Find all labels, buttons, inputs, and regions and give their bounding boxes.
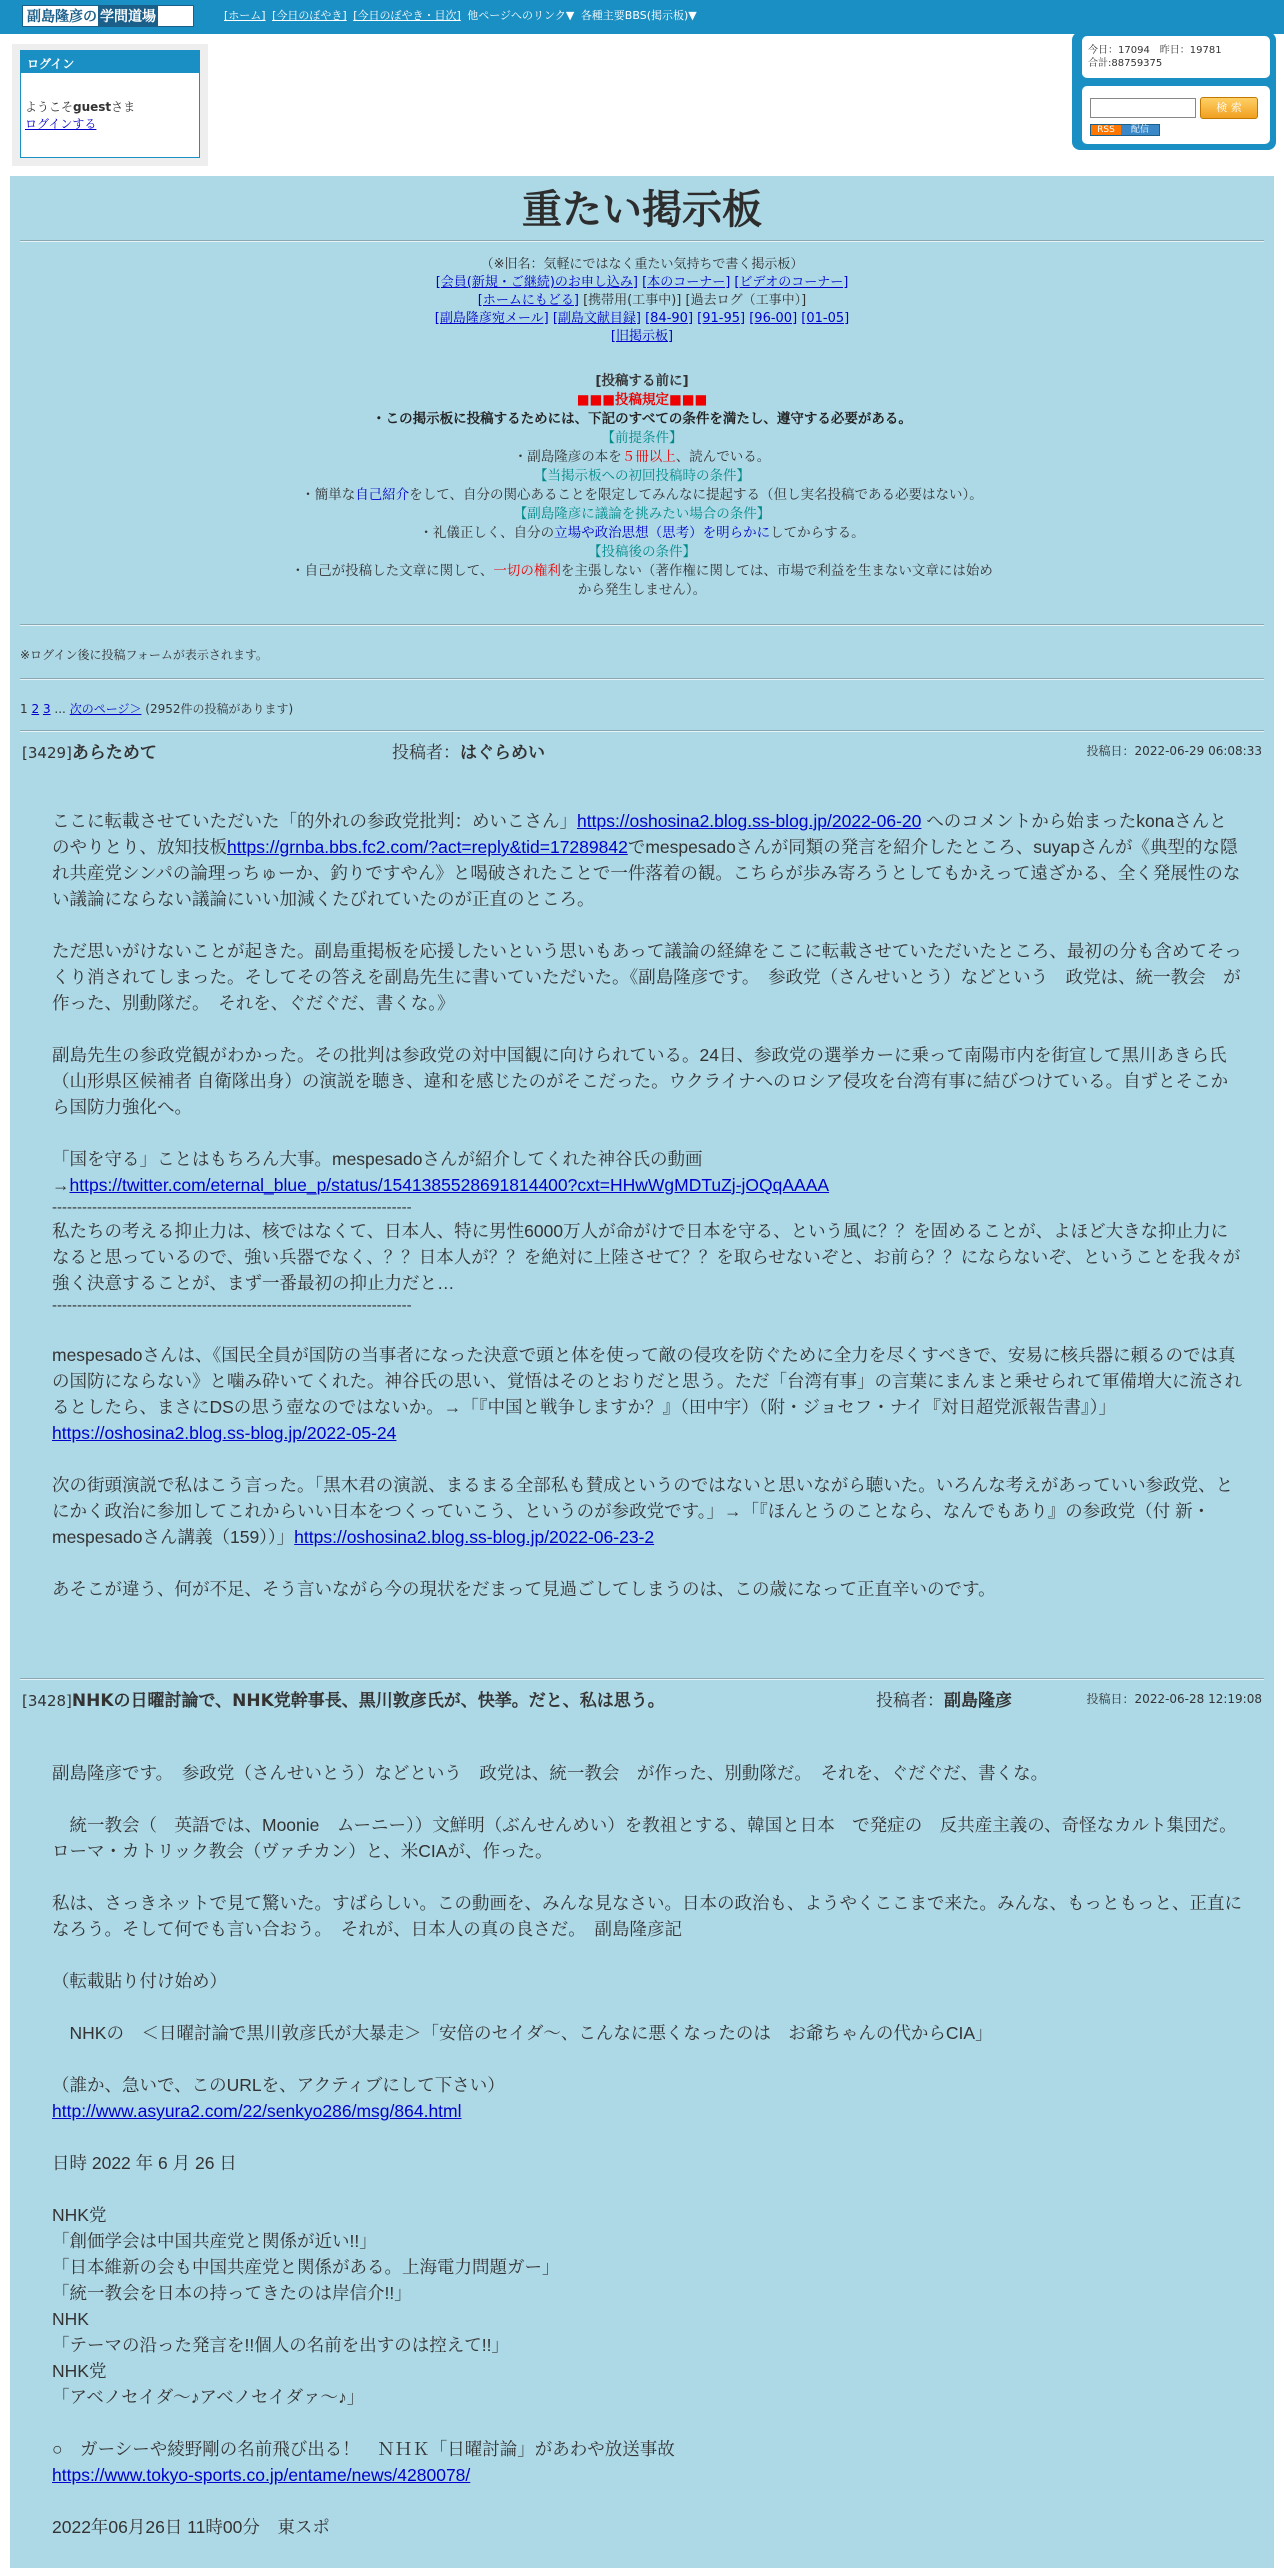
rules-cond4: ・自己が投稿した文章に関して、一切の権利を主張しない（著作権に関しては、市場で利益を生まない文章には始め — [291, 563, 993, 579]
pager: 1 2 3 ... 次のページ＞ (2952件の投稿があります) — [20, 702, 294, 716]
page-2-link[interactable]: 2 — [31, 702, 40, 716]
board-main — [10, 176, 1274, 2568]
link-old-board[interactable]: [旧掲示板] — [610, 329, 674, 344]
rules-cond4-cont: から発生しません）。 — [577, 582, 707, 598]
post-date: 投稿日：2022-06-29 06:08:33 — [1086, 744, 1262, 758]
post-link[interactable]: https://grnba.bbs.fc2.com/?act=reply&tid=17289842 — [227, 837, 628, 857]
link-84-90[interactable]: [84-90] — [645, 311, 694, 326]
login-box — [20, 50, 200, 158]
post-link[interactable]: https://twitter.com/eternal_blue_p/status/1541385528691814400?cxt=HHwWgMDTuZj-jOQqAAAA — [69, 1175, 830, 1195]
rss-label: 配信 — [1121, 125, 1159, 135]
nav-home-link[interactable]: [ホーム] — [224, 9, 266, 22]
post-date: 投稿日：2022-06-28 12:19:08 — [1086, 1692, 1262, 1706]
post-link[interactable]: https://www.tokyo-sports.co.jp/entame/news/4280078/ — [52, 2465, 471, 2485]
logo-text: 副島隆彦の — [27, 9, 97, 25]
rules-cond4-title: 【投稿後の条件】 — [588, 544, 696, 560]
divider — [20, 1678, 1264, 1680]
login-notice: ※ログイン後に投稿フォームが表示されます。 — [20, 648, 268, 662]
link-videos[interactable]: [ビデオのコーナー] — [734, 275, 849, 290]
divider — [20, 678, 1264, 680]
divider — [20, 624, 1264, 626]
top-nav — [224, 7, 700, 23]
link-96-00[interactable]: [96-00] — [749, 311, 798, 326]
link-mail[interactable]: [副島隆彦宛メール] — [434, 311, 549, 326]
post-header — [22, 1684, 1262, 1710]
divider — [20, 730, 1264, 732]
logo-emphasis: 学問道場 — [98, 6, 158, 26]
post-header — [22, 736, 1262, 762]
link-01-05[interactable]: [01-05] — [801, 311, 850, 326]
divider — [20, 240, 1264, 242]
post-author: 投稿者：副島隆彦 — [876, 1691, 1012, 1711]
search-input[interactable] — [1090, 98, 1196, 118]
post-count: (2952件の投稿があります) — [145, 702, 294, 716]
post-number: [3428]NHKの日曜討論で、NHK党幹事長、黒川敦彦氏が、快挙。だと、私は思う。 — [22, 1691, 665, 1711]
rules-cond3: ・礼儀正しく、自分の立場や政治思想（思考）を明らかにしてからする。 — [419, 525, 865, 541]
post-link[interactable]: https://oshosina2.blog.ss-blog.jp/2022-06-23-2 — [294, 1527, 655, 1547]
link-books[interactable]: [本のコーナー] — [642, 275, 731, 290]
rules-cond2: ・簡単な自己紹介をして、自分の関心あることを限定してみんなに提起する（但し実名投稿である必要はない）。 — [301, 487, 983, 503]
post-number: [3429]あらためて — [22, 743, 157, 763]
post-body: 副島隆彦です。 参政党（さんせいとう）などという 政党は、統一教会 が作った、別動隊だ。 それを、ぐだぐだ、書くな。 統一教会（ 英語では、Moonie ムーニー））文鮮明（ぶんせんめい）を教祖とする、韓国と日本 で発症の 反共産主義の、奇怪なカルト集団だ。ローマ・カトリック教会（ヴァチカン）と、米CIAが、作った。 私は、さっきネットで見て驚いた。すばらしい。この動画を、みんな見なさい。日本の政治も、ようやくここまで来た。みんな、もっともっと、正直になろう。そして何でも言い合おう。 それが、日本人の真の良さだ。 副島隆彦記 （転載貼り付け始め） NHKの ＜日曜討論で黒川敦彦氏が大暴走＞「安倍のセイダ～、こんなに悪くなったのは お爺ちゃんの代からCIA」 （誰か、急いで、このURLを、アクティブにして下さい） http://www.asyura2.com/22/senkyo286/msg/864.html 日時 2022 年 6 月 26 日 NHK党 「創価学会は中国共産党と関係が近い!!」 「日本維新の会も中国共産党と関係がある。上海電力問題ガー」 「統一教会を日本の持ってきたのは岸信介!!」 NHK 「テーマの沿った発言を!!個人の名前を出すのは控えて!!」 NHK党 「アベノセイダ～♪アベノセイダァ～♪」 ○ ガーシーや綾野剛の名前飛び出る！ ＮＨＫ「日曜討論」があわや放送事故 https://www.tokyo-sports.co.jp/entame/news/4280078/ 2022年06月26日 11時00分 東スポ — [52, 1763, 1242, 2537]
post-author: 投稿者：はぐらめい — [392, 743, 545, 763]
login-username: guest — [73, 100, 112, 114]
nav-other-links-dropdown[interactable]: 他ページへのリンク▼ — [467, 9, 575, 22]
access-counter — [1082, 36, 1270, 78]
rules-lead: ・この掲示板に投稿するためには、下記のすべての条件を満たし、遵守する必要がある。 — [372, 411, 912, 427]
rules-cond1-title: 【前提条件】 — [601, 430, 683, 446]
next-page-link[interactable]: 次のページ＞ — [69, 702, 142, 716]
post-body: ここに転載させていただいた「的外れの参政党批判：めいこさん」https://oshosina2.blog.ss-blog.jp/2022-06-20 へのコメントから始まったkonaさんとのやりとり、放知技板https://grnba.bbs.fc2.com/?act=reply&tid=17289842でmespesadoさんが同類の発言を紹介したところ、suyapさんが《典型的な隠れ共産党シンパの論理っちゅーか、釣りですやん》と喝破されたことで一件落着の観。こちらが歩み寄ろうとしてもかえって遠ざかる、全く発展性のない議論にならない議論にいい加減くたびれていたのが正直のところ。 ただ思いがけないことが起きた。副島重掲板を応援したいという思いもあって議論の経緯をここに転載させていただいたところ、最初の分も含めてそっくり消されてしまった。そしてその答えを副島先生に書いていただいた。《副島隆彦です。 参政党（さんせいとう）などという 政党は、統一教会 が作った、別動隊だ。 それを、ぐだぐだ、書くな。》 副島先生の参政党観がわかった。その批判は参政党の対中国観に向けられている。24日、参政党の選挙カーに乗って南陽市内を街宣して黒川あきら氏（山形県区候補者 自衛隊出身）の演説を聴き、違和を感じたのがそこだった。ウクライナへのロシア侵攻を台湾有事に結びつけている。自ずとそこから国防力強化へ。 「国を守る」ことはもちろん大事。mespesadoさんが紹介してくれた神谷氏の動画 →https://twitter.com/eternal_blue_p/status/1541385528691814400?cxt=HHwWgMDTuZj-jOQqAAAA ------------------------------------------------------------------------ 私たちの考える抑止力は、核ではなくて、日本人、特に男性6000万人が命がけで日本を守る、という風に？？を固めることが、よほど大きな抑止力になると思っているので、強い兵器でなく、？？日本人が？？を絶対に上陸させて？？を取らせないぞと、お前ら？？にならないぞ、ということを我々が強く決意することが、まず一番最初の抑止力だと… ------------------------------------------------------------------------ mespesadoさんは、《国民全員が国防の当事者になった決意で頭と体を使って敵の侵攻を防ぐために全力を尽くすべきで、安易に核兵器に頼るのでは真の国防にならない》と噛み砕いてくれた。神谷氏の思い、覚悟はそのとおりだと思う。ただ「台湾有事」の言葉にまんまと乗せられて軍備増大に流されるとしたら、まさにDSの思う壺なのではないか。→「『中国と戦争しますか？』（田中宇）（附・ジョセフ・ナイ『対日超党派報告書』）」https://oshosina2.blog.ss-blog.jp/2022-05-24 次の街頭演説で私はこう言った。「黒木君の演説、まるまる全部私も賛成というのではないと思いながら聴いた。いろんな考えがあっていい参政党、とにかく政治に参加してこれからいい日本をつくっていこう、というのが参政党です。」→「『ほんとうのことなら、なんでもあり』の参政党（付 新・mespesadoさん講義（159））」https://oshosina2.blog.ss-blog.jp/2022-06-23-2 あそこが違う、何が不足、そう言いながら今の現状をだまって見過ごしてしまうのは、この歳になって正直辛いのです。 — [52, 811, 1242, 1599]
page-3-link[interactable]: 3 — [42, 702, 51, 716]
post-link[interactable]: https://oshosina2.blog.ss-blog.jp/2022-05-24 — [52, 1423, 397, 1443]
rss-feed-button[interactable] — [1090, 124, 1160, 136]
rules-before: [投稿する前に] — [595, 373, 689, 389]
board-title: 重たい掲示板 — [522, 187, 762, 233]
nav-bbs-dropdown[interactable]: 各種主要BBS(掲示板)▼ — [580, 9, 697, 22]
search-button[interactable]: 検 索 — [1200, 97, 1258, 119]
board-subtitle: （※旧名：気軽にではなく重たい気持ちで書く掲示板） — [480, 257, 804, 272]
counter-total: 合計:88759375 — [1088, 58, 1163, 69]
board-links — [10, 256, 1274, 346]
page-1: 1 — [20, 702, 28, 716]
rules-cond3-title: 【副島隆彦に議論を挑みたい場合の条件】 — [513, 506, 771, 522]
rss-icon: RSS — [1091, 125, 1121, 135]
counter-today: 今日：17094 昨日：19781 — [1088, 45, 1222, 56]
rules-cond2-title: 【当掲示板への初回投稿時の条件】 — [534, 468, 750, 484]
login-box-title: ログイン — [21, 51, 199, 73]
nav-boyaki-link[interactable]: [今日のぼやき] — [272, 9, 347, 22]
nav-boyaki-index-link[interactable]: [今日のぼやき・目次] — [353, 9, 461, 22]
link-home[interactable]: [ホームにもどる] — [477, 293, 579, 308]
post-link[interactable]: https://oshosina2.blog.ss-blog.jp/2022-06-20 — [577, 811, 922, 831]
post-title: あらためて — [71, 743, 157, 763]
rules-title: ■■■投稿規定■■■ — [576, 392, 708, 408]
link-mobile: [携帯用(工事中)] — [583, 293, 682, 308]
post-title: NHKの日曜討論で、NHK党幹事長、黒川敦彦氏が、快挙。だと、私は思う。 — [71, 1691, 665, 1711]
login-link[interactable]: ログインする — [25, 117, 97, 131]
site-logo[interactable] — [22, 5, 194, 27]
rules-cond1: ・副島隆彦の本を５冊以上、読んでいる。 — [513, 449, 771, 465]
post-link[interactable]: http://www.asyura2.com/22/senkyo286/msg/864.html — [52, 2101, 462, 2121]
search-box — [1082, 86, 1270, 144]
login-welcome: ようこそguestさま — [25, 100, 136, 114]
posting-rules — [10, 372, 1274, 600]
top-bar — [0, 0, 1284, 34]
link-bibliography[interactable]: [副島文献目録] — [552, 311, 641, 326]
link-membership[interactable]: [会員(新規・ご継続)のお申し込み] — [435, 275, 638, 290]
link-archive: [過去ログ（工事中）] — [685, 293, 807, 308]
link-91-95[interactable]: [91-95] — [697, 311, 746, 326]
